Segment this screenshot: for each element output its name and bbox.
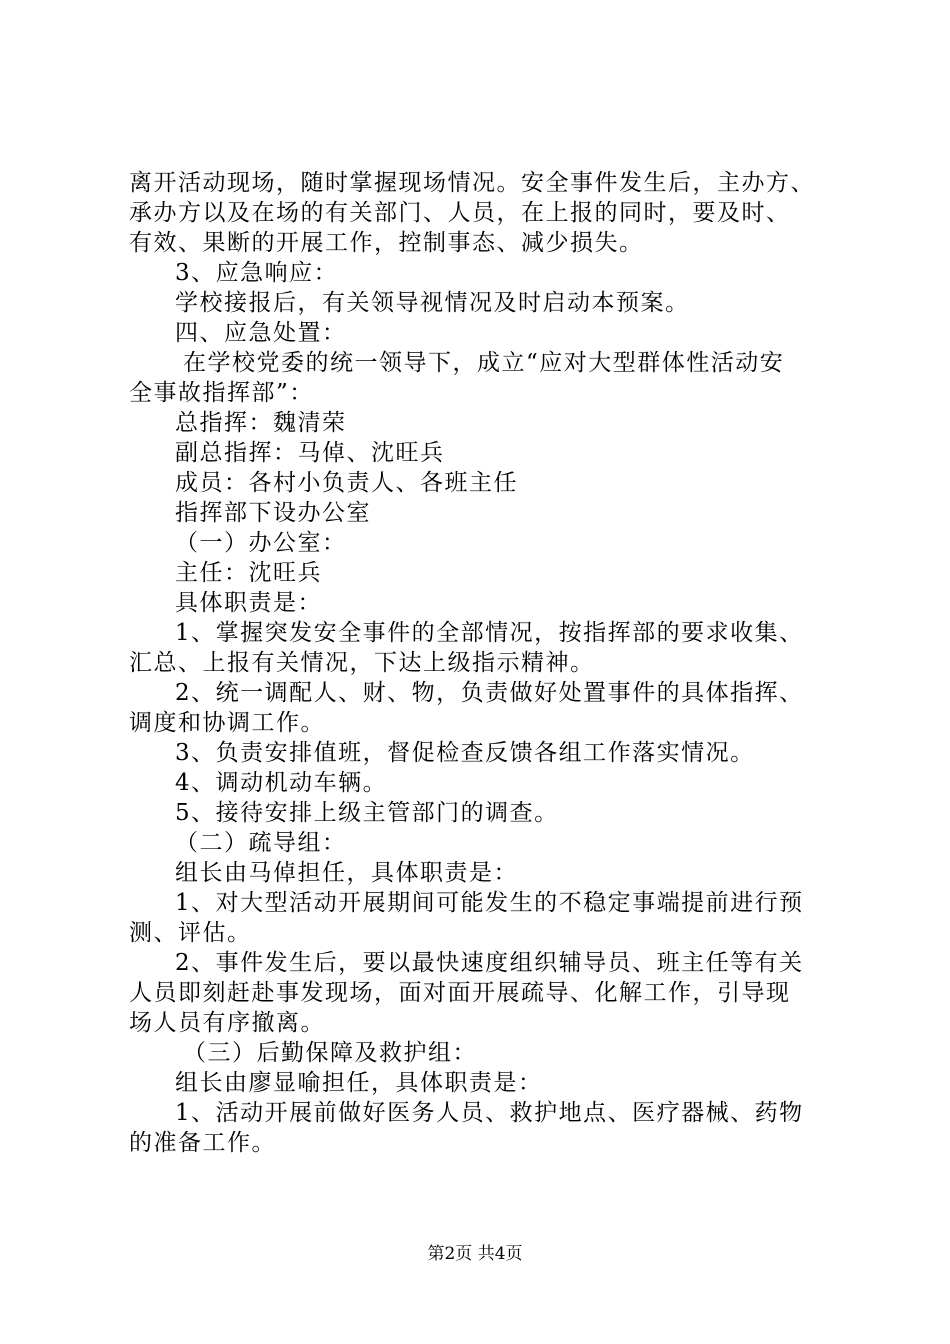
text-line: 指挥部下设办公室 <box>175 500 371 526</box>
text-line: 在学校党委的统一领导下，成立“应对大型群体性活动安 <box>183 350 785 376</box>
text-line: 5、接待安排上级主管部门的调查。 <box>175 800 559 826</box>
text-line: 成员：各村小负责人、各班主任 <box>175 470 518 496</box>
page-footer: 第2页 共4页 <box>427 1244 523 1264</box>
text-line: 2、统一调配人、财、物，负责做好处置事件的具体指挥、 <box>175 680 804 706</box>
text-line: 全事故指挥部”： <box>129 380 314 406</box>
text-line: 3、负责安排值班，督促检查反馈各组工作落实情况。 <box>175 740 755 766</box>
text-line: 离开活动现场，随时掌握现场情况。安全事件发生后，主办方、 <box>129 170 815 196</box>
text-line: 人员即刻赶赴事发现场，面对面开展疏导、化解工作，引导现 <box>129 980 791 1006</box>
text-line: 4、调动机动车辆。 <box>175 770 388 796</box>
text-line: 1、掌握突发安全事件的全部情况，按指挥部的要求收集、 <box>175 620 804 646</box>
document-body <box>129 168 834 1158</box>
text-line: 有效、果断的开展工作，控制事态、减少损失。 <box>129 230 644 256</box>
text-line: 的准备工作。 <box>129 1130 276 1156</box>
text-line: 3、应急响应： <box>175 260 339 286</box>
text-line: 组长由马倬担任，具体职责是： <box>175 860 518 886</box>
text-line: 承办方以及在场的有关部门、人员，在上报的同时，要及时、 <box>129 200 791 226</box>
text-line: 1、对大型活动开展期间可能发生的不稳定事端提前进行预 <box>175 890 804 916</box>
text-line: 总指挥：魏清荣 <box>175 410 347 436</box>
text-line: 四、应急处置： <box>175 320 347 346</box>
text-line: 1、活动开展前做好医务人员、救护地点、医疗器械、药物 <box>175 1100 804 1126</box>
text-line: 场人员有序撤离。 <box>129 1010 325 1036</box>
text-line: 2、事件发生后，要以最快速度组织辅导员、班主任等有关 <box>175 950 804 976</box>
text-line: 调度和协调工作。 <box>129 710 325 736</box>
text-line: （三）后勤保障及救护组： <box>183 1040 477 1066</box>
text-line: 组长由廖显喻担任，具体职责是： <box>175 1070 543 1096</box>
text-line: 测、评估。 <box>129 920 252 946</box>
text-line: 具体职责是： <box>175 590 322 616</box>
text-line: 汇总、上报有关情况，下达上级指示精神。 <box>129 650 595 676</box>
text-line: 学校接报后，有关领导视情况及时启动本预案。 <box>175 290 690 316</box>
text-line: （一）办公室： <box>175 530 347 556</box>
text-line: 主任：沈旺兵 <box>175 560 322 586</box>
text-line: 副总指挥：马倬、沈旺兵 <box>175 440 445 466</box>
text-line: （二）疏导组： <box>175 830 347 856</box>
